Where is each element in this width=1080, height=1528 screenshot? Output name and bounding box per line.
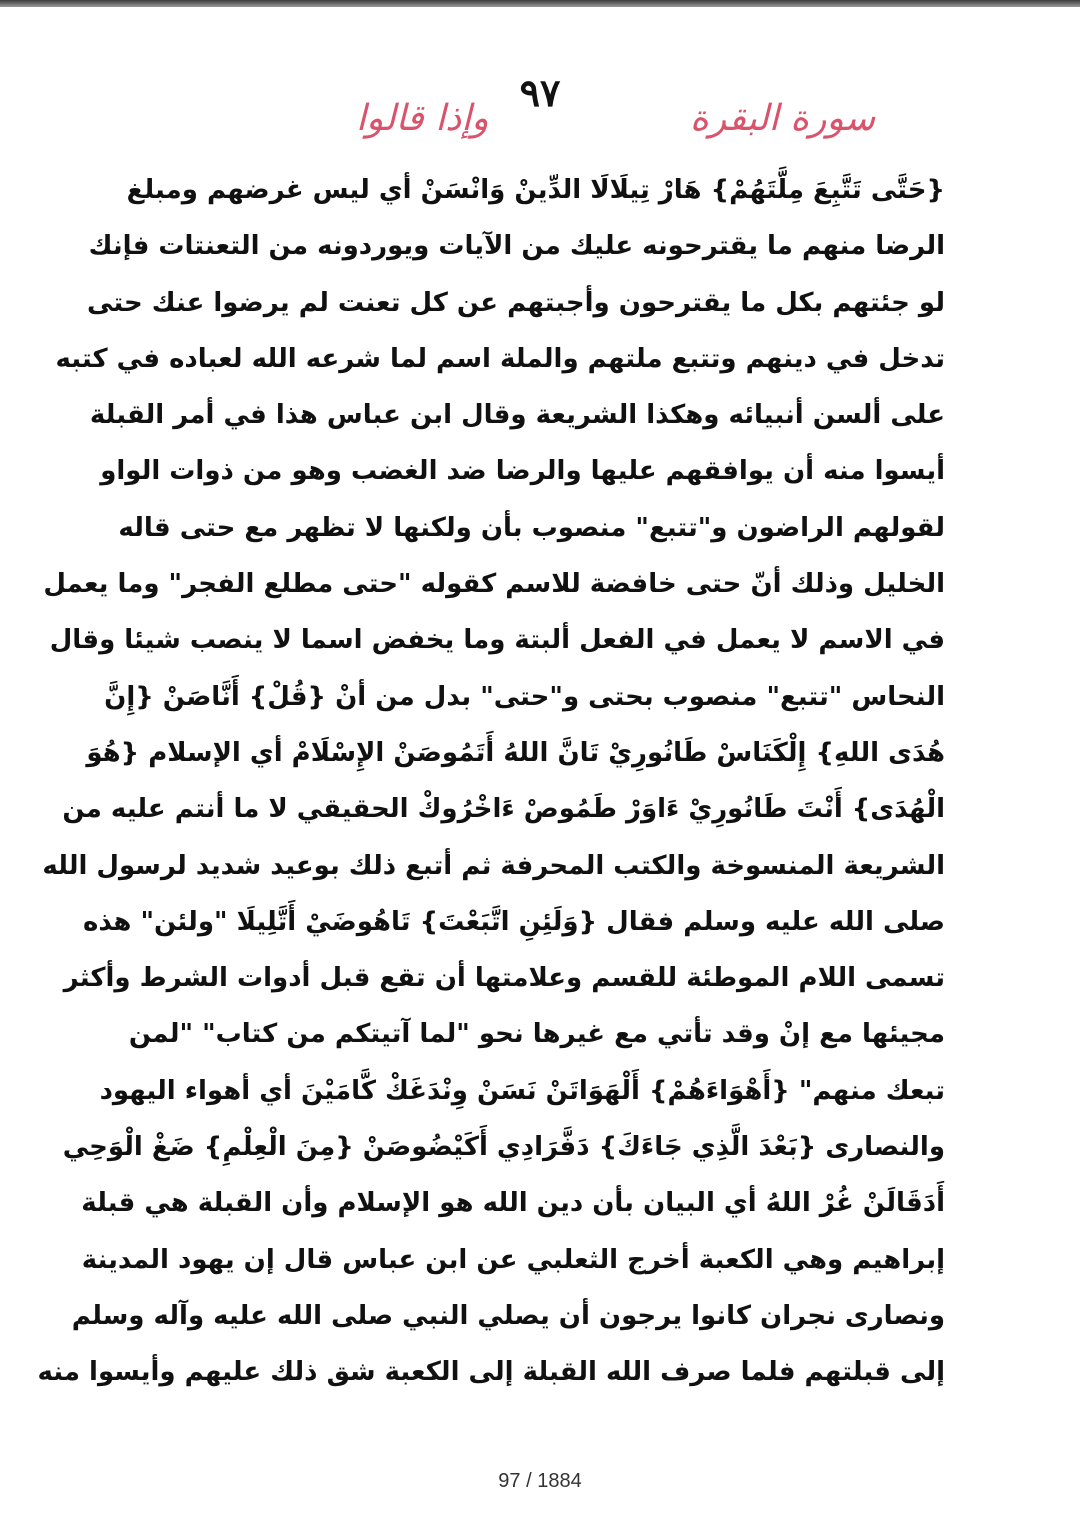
text-line: الشريعة المنسوخة والكتب المحرفة ثم أتبع ذلك بوعيد شديد لرسول الله bbox=[42, 850, 945, 881]
text-line: لو جئتهم بكل ما يقترحون وأجبتهم عن كل تعنت لم يرضوا عنك حتى bbox=[87, 287, 945, 318]
text-line: {حَتَّى تَتَّبِعَ مِلَّتَهُمْ} هَارْ تِيلَالَا الدِّينْ وَانْسَنْ أي ليس غرضهم ومبلغ bbox=[126, 175, 945, 205]
text-line: لقولهم الراضون و"تتبع" منصوب بأن ولكنها لا تظهر مع حتى قاله bbox=[118, 512, 945, 543]
text-line: أَدَقَالَنْ غُرْ اللهُ أي البيان بأن دين الله هو الإسلام وأن القبلة هي قبلة bbox=[81, 1188, 945, 1219]
text-line: مجيئها مع إنْ وقد تأتي مع غيرها نحو "لما آتيتكم من كتاب" "لمن bbox=[128, 1019, 945, 1050]
scan-top-edge bbox=[0, 0, 1080, 7]
text-line: والنصارى {بَعْدَ الَّذِي جَاءَكَ} دَفَّرَادِي أَكَيْضُوصَنْ {مِنَ الْعِلْمِ} ضَغْ الْوَحِي bbox=[62, 1132, 945, 1163]
text-line: على ألسن أنبيائه وهكذا الشريعة وقال ابن عباس هذا في أمر القبلة bbox=[89, 400, 945, 431]
handwritten-surah-name: سورة البقرة bbox=[690, 98, 876, 139]
text-line: الخليل وذلك أنّ حتى خافضة للاسم كقوله "حتى مطلع الفجر" وما يعمل bbox=[43, 569, 945, 600]
handwritten-note: وإذا قالوا bbox=[356, 98, 489, 139]
text-line: النحاس "تتبع" منصوب بحتى و"حتى" بدل من أنْ {قُلْ} أَنَّاصَنْ {إِنَّ bbox=[104, 681, 945, 712]
text-line: تدخل في دينهم وتتبع ملتهم والملة اسم لما شرعه الله لعباده في كتبه bbox=[55, 343, 945, 374]
pagination-label: 97 / 1884 bbox=[498, 1470, 582, 1492]
text-line: إلى قبلتهم فلما صرف الله القبلة إلى الكعبة شق ذلك عليهم وأيسوا منه bbox=[37, 1357, 945, 1388]
text-line: تبعك منهم" {أَهْوَاءَهُمْ} أَلْهَوَاتَنْ نَسَنْ وِنْدَغَكْ كَّامَيْنَ أي أهواء اليهود bbox=[99, 1075, 945, 1106]
text-line: إبراهيم وهي الكعبة أخرج الثعلبي عن ابن عباس قال إن يهود المدينة bbox=[81, 1244, 945, 1275]
text-line: أيسوا منه أن يوافقهم عليها والرضا ضد الغضب وهو من ذوات الواو bbox=[100, 456, 945, 487]
text-line: هُدَى اللهِ} إِلْكَنَاسْ طَانُورِيْ تَانَّ اللهُ أَتَمُوصَنْ الإِسْلَامْ أي الإسلام {هُوَ bbox=[86, 737, 945, 768]
text-line: الْهُدَى} أَنْتَ طَانُورِيْ ءَاوَرْ طَمُوصْ ءَاخْرُوكْ الحقيقي لا ما أنتم عليه من bbox=[62, 794, 945, 825]
text-line: الرضا منهم ما يقترحونه عليك من الآيات ويوردونه من التعنتات فإنك bbox=[88, 231, 945, 262]
page-number: ٩٧ bbox=[519, 70, 561, 115]
text-line: تسمى اللام الموطئة للقسم وعلامتها أن تقع قبل أدوات الشرط وأكثر bbox=[63, 963, 945, 994]
text-line: صلى الله عليه وسلم فقال {وَلَئِنِ اتَّبَعْتَ} تَاهُوضَيْ أَتَّلِيلَا "ولئن" هذه bbox=[83, 906, 945, 937]
page-body bbox=[37, 162, 945, 1401]
text-line: في الاسم لا يعمل في الفعل ألبتة وما يخفض اسما لا ينصب شيئا وقال bbox=[49, 625, 945, 656]
text-line: ونصارى نجران كانوا يرجون أن يصلي النبي صلى الله عليه وآله وسلم bbox=[71, 1300, 945, 1331]
